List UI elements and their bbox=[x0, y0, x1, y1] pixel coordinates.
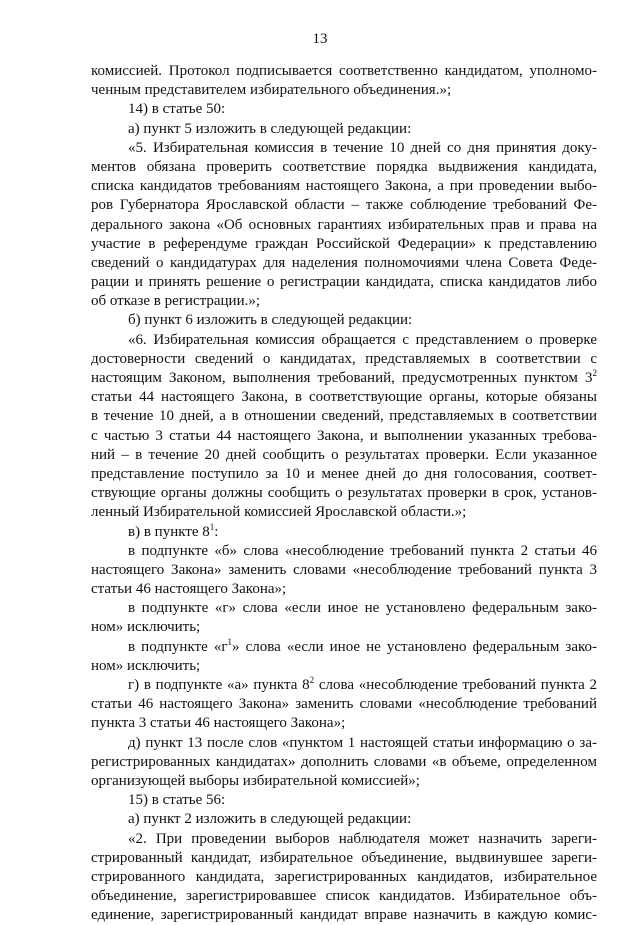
text-line-content: объединение, зарегистрировавшее список кандидатов. Избирательное объ- bbox=[91, 888, 597, 905]
text-line bbox=[91, 561, 597, 580]
text-line-continuation: слова «несоблюдение требований пункта 2 bbox=[314, 677, 597, 693]
text-line bbox=[91, 868, 597, 887]
text-line bbox=[91, 503, 597, 522]
text-line bbox=[91, 638, 597, 657]
text-line bbox=[91, 120, 597, 139]
text-line-continuation: » слова «если иное не установлено федеральным зако- bbox=[232, 638, 597, 655]
text-line-content: статьи 46 настоящего Закона»; bbox=[91, 581, 287, 598]
text-line bbox=[91, 734, 597, 753]
text-line bbox=[91, 177, 597, 196]
text-line bbox=[91, 542, 597, 561]
text-line bbox=[91, 292, 597, 311]
text-line-content: статьи 46 настоящего Закона» заменить словами «несоблюдение требований bbox=[91, 696, 597, 713]
text-line-content: достоверности сведений о кандидатах, представляемых в соответствии с bbox=[91, 350, 597, 367]
text-line-content: г) в подпункте «а» пункта 8 bbox=[128, 677, 310, 693]
text-line bbox=[91, 580, 597, 599]
text-line bbox=[91, 273, 597, 292]
text-line bbox=[91, 311, 597, 330]
text-line-content: д) пункт 13 после слов «пунктом 1 настоящей статьи информацию о за- bbox=[128, 734, 597, 751]
text-line-content: рации и принять решение о регистрации кандидата, списка кандидатов либо bbox=[91, 274, 597, 291]
text-line bbox=[91, 849, 597, 868]
text-line bbox=[91, 388, 597, 407]
text-line-content: с частью 3 статьи 44 настоящего Закона, и выполнении указанных требова- bbox=[91, 427, 597, 444]
text-line-content: стрированного кандидата, зарегистрированных кандидатов, избирательное bbox=[91, 868, 597, 885]
text-line-content: в подпункте «г bbox=[128, 638, 228, 655]
text-line bbox=[91, 216, 597, 235]
text-line bbox=[91, 810, 597, 829]
text-line-continuation: : bbox=[214, 523, 219, 540]
text-line bbox=[91, 887, 597, 906]
text-line bbox=[91, 427, 597, 446]
text-line bbox=[91, 446, 597, 465]
text-line bbox=[91, 618, 597, 637]
text-line bbox=[91, 62, 597, 81]
text-line-content: регистрированных кандидатах» дополнить словами «в объеме, определенном bbox=[91, 753, 597, 770]
text-line bbox=[91, 369, 597, 388]
text-line-content: настоящим Законом, выполнения требований, предусмотренных пунктом 3 bbox=[91, 370, 593, 386]
superscript: 2 bbox=[309, 675, 315, 685]
text-line-content: ров Губернатора Ярославской области – также соблюдение требований Фе- bbox=[91, 197, 597, 214]
text-line-content: стрированный кандидат, избирательное объединение, выдвинувшее зареги- bbox=[91, 849, 597, 866]
text-line bbox=[91, 599, 597, 618]
text-line bbox=[91, 772, 597, 791]
text-line bbox=[91, 139, 597, 158]
superscript: 2 bbox=[592, 368, 597, 378]
text-line bbox=[91, 254, 597, 273]
text-line-content: ленный Избирательной комиссией Ярославской области.»; bbox=[91, 504, 467, 521]
text-line-content: комиссией. Протокол подписывается соответственно кандидатом, уполномо- bbox=[91, 63, 597, 79]
text-line bbox=[91, 676, 597, 695]
text-line bbox=[91, 695, 597, 714]
text-line-content: представление поступило за 10 и менее дней до дня голосования, соответ- bbox=[91, 465, 597, 482]
text-line-content: в течение 10 дней, а в отношении сведений, представляемых в соответствии bbox=[91, 408, 597, 425]
text-line-content: в) в пункте 8 bbox=[128, 523, 210, 540]
text-line-content: ном» исключить; bbox=[91, 657, 201, 674]
text-line-content: ментов обязана проверить соответствие порядка выдвижения кандидата, bbox=[91, 158, 597, 175]
text-line bbox=[91, 158, 597, 177]
superscript: 1 bbox=[227, 636, 232, 647]
text-line bbox=[91, 484, 597, 503]
text-line-content: в подпункте «б» слова «несоблюдение требований пункта 2 статьи 46 bbox=[128, 542, 597, 559]
text-line-content: настоящего Закона» заменить словами «несоблюдение требований пункта 3 bbox=[91, 561, 597, 578]
text-line bbox=[91, 100, 597, 119]
text-line bbox=[91, 523, 597, 542]
text-line bbox=[91, 196, 597, 215]
text-line bbox=[91, 331, 597, 350]
page-number: 13 bbox=[312, 31, 328, 47]
text-line bbox=[91, 81, 597, 100]
text-line-content: «6. Избирательная комиссия обращается с представлением о проверке bbox=[128, 331, 597, 348]
text-line-content: 15) в статье 56: bbox=[128, 792, 226, 809]
superscript: 1 bbox=[209, 521, 215, 532]
text-line bbox=[91, 657, 597, 676]
text-line-content: ченным представителем избирательного объединения.»; bbox=[91, 82, 452, 99]
text-line bbox=[91, 714, 597, 733]
text-line bbox=[91, 407, 597, 426]
text-line-content: «2. При проведении выборов наблюдателя может назначить зареги- bbox=[128, 830, 597, 847]
text-line bbox=[91, 906, 597, 925]
text-line-content: ном» исключить; bbox=[91, 619, 201, 636]
text-line bbox=[91, 465, 597, 484]
text-line-content: ний – в течение 20 дней сообщить о результатах проверки. Если указанное bbox=[91, 446, 597, 463]
text-line bbox=[91, 830, 597, 849]
text-line-content: об отказе в регистрации.»; bbox=[91, 293, 261, 310]
text-line-content: дерального закона «Об основных гарантиях избирательных прав и права на bbox=[91, 216, 597, 233]
text-line-content: 14) в статье 50: bbox=[128, 101, 226, 118]
text-line bbox=[91, 791, 597, 810]
text-line-content: организующей выборы избирательной комиссией»; bbox=[91, 772, 420, 789]
text-line-content: списка кандидатов требованиям настоящего Закона, а при проведении выбо- bbox=[91, 178, 597, 195]
text-line-content: участие в референдуме граждан Российской Федерации» к представлению bbox=[91, 235, 597, 252]
text-line-content: в подпункте «г» слова «если иное не установлено федеральным зако- bbox=[128, 600, 597, 617]
text-line-content: а) пункт 5 изложить в следующей редакции: bbox=[128, 120, 412, 137]
text-line bbox=[91, 235, 597, 254]
text-line-content: «5. Избирательная комиссия в течение 10 дней со дня принятия доку- bbox=[128, 139, 597, 156]
text-line-content: пункта 3 статьи 46 настоящего Закона»; bbox=[91, 715, 346, 732]
text-line-content: статьи 44 настоящего Закона, в соответствующие органы, которые обязаны bbox=[91, 389, 597, 406]
text-line-content: б) пункт 6 изложить в следующей редакции: bbox=[128, 312, 413, 329]
text-line bbox=[91, 753, 597, 772]
text-line-content: а) пункт 2 изложить в следующей редакции: bbox=[128, 811, 412, 828]
text-line-content: ствующие органы должны сообщить о результатах проверки в срок, установ- bbox=[91, 485, 597, 502]
body-text bbox=[91, 62, 597, 925]
text-line-content: сведений о кандидатурах для наделения полномочиями члена Совета Феде- bbox=[91, 254, 597, 271]
text-line bbox=[91, 350, 597, 369]
text-line-content: единение, зарегистрированный кандидат вправе назначить в каждую комис- bbox=[91, 907, 597, 924]
